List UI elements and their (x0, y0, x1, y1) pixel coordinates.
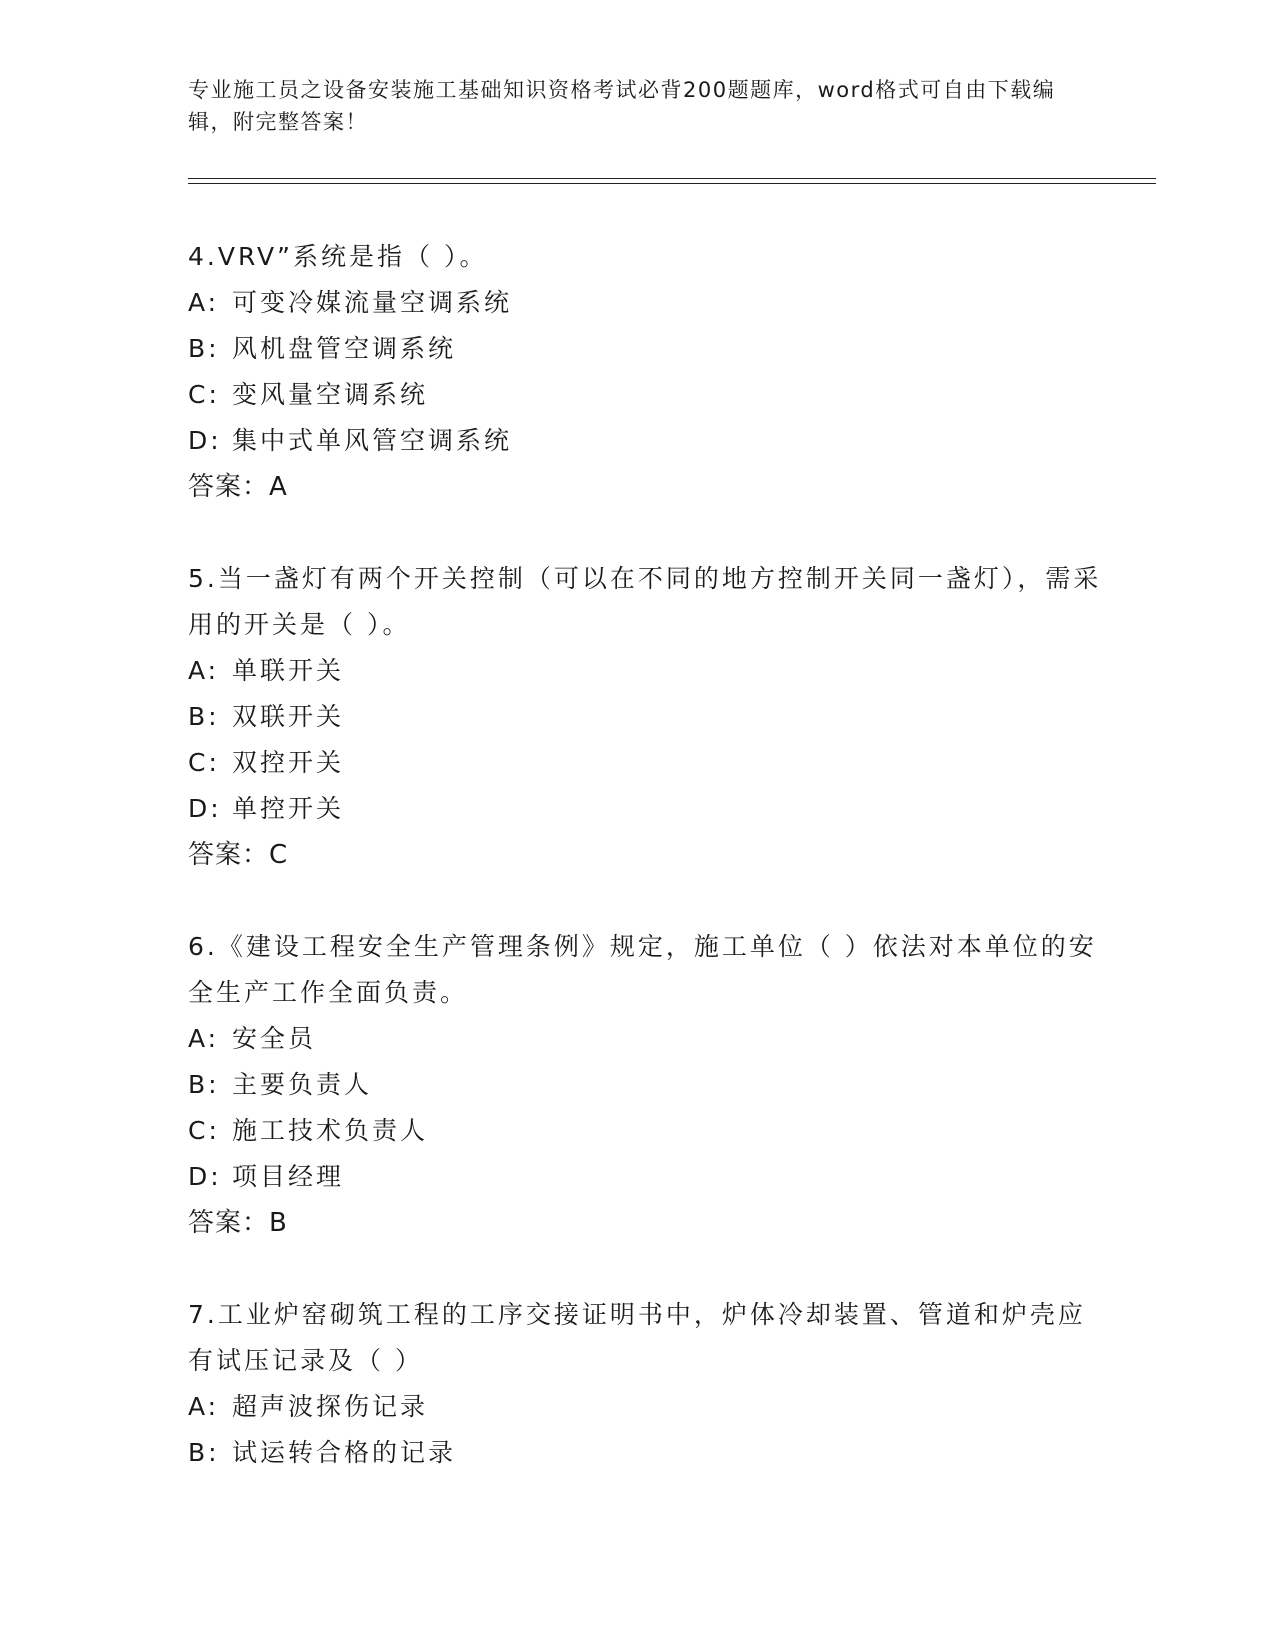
option-text: 双联开关 (232, 702, 345, 731)
answer-line: 答案：B (188, 1208, 288, 1238)
option-a (188, 1016, 1108, 1062)
option-letter: D: (188, 794, 222, 823)
option-letter: C: (188, 748, 220, 777)
option-b (188, 1062, 1108, 1108)
option-text: 单控开关 (232, 794, 345, 823)
option-text: 超声波探伤记录 (232, 1392, 429, 1421)
question-4 (188, 234, 1108, 510)
question-list (188, 234, 1108, 1522)
document-header: 专业施工员之设备安装施工基础知识资格考试必背200题题库，word格式可自由下载编辑，附完整答案！ (188, 78, 1056, 134)
option-text: 安全员 (232, 1024, 317, 1053)
option-text: 主要负责人 (232, 1070, 373, 1099)
option-b (188, 326, 1108, 372)
header-divider-bottom (188, 183, 1156, 184)
option-letter: A: (188, 1024, 220, 1053)
option-text: 可变冷媒流量空调系统 (232, 288, 513, 317)
option-letter: A: (188, 288, 220, 317)
question-7 (188, 1292, 1108, 1476)
option-letter: B: (188, 334, 220, 363)
question-text: 4.VRV”系统是指（ ）。 (188, 242, 488, 271)
answer-line: 答案：A (188, 472, 288, 502)
question-text: 5.当一盏灯有两个开关控制（可以在不同的地方控制开关同一盏灯），需采用的开关是（ ）。 (188, 564, 1102, 639)
option-letter: B: (188, 1070, 220, 1099)
question-5 (188, 556, 1108, 878)
option-a (188, 1384, 1108, 1430)
option-letter: D: (188, 426, 222, 455)
option-text: 试运转合格的记录 (232, 1438, 457, 1467)
option-a (188, 280, 1108, 326)
option-a (188, 648, 1108, 694)
option-letter: B: (188, 1438, 220, 1467)
option-letter: A: (188, 656, 220, 685)
option-c (188, 1108, 1108, 1154)
option-letter: C: (188, 1116, 220, 1145)
option-text: 项目经理 (232, 1162, 345, 1191)
option-b (188, 694, 1108, 740)
option-d (188, 786, 1108, 832)
header-divider-top (188, 178, 1156, 179)
option-c (188, 372, 1108, 418)
option-text: 风机盘管空调系统 (232, 334, 457, 363)
option-letter: A: (188, 1392, 220, 1421)
question-6 (188, 924, 1108, 1246)
option-text: 变风量空调系统 (232, 380, 429, 409)
option-text: 集中式单风管空调系统 (232, 426, 513, 455)
option-c (188, 740, 1108, 786)
option-d (188, 418, 1108, 464)
option-text: 双控开关 (232, 748, 345, 777)
option-b (188, 1430, 1108, 1476)
option-letter: D: (188, 1162, 222, 1191)
question-text: 6.《建设工程安全生产管理条例》规定，施工单位（ ）依法对本单位的安全生产工作全面负责。 (188, 932, 1097, 1007)
answer-line: 答案：C (188, 840, 289, 870)
option-letter: C: (188, 380, 220, 409)
option-d (188, 1154, 1108, 1200)
option-text: 单联开关 (232, 656, 345, 685)
option-text: 施工技术负责人 (232, 1116, 429, 1145)
question-text: 7.工业炉窑砌筑工程的工序交接证明书中，炉体冷却装置、管道和炉壳应有试压记录及（ ） (188, 1300, 1086, 1375)
option-letter: B: (188, 702, 220, 731)
